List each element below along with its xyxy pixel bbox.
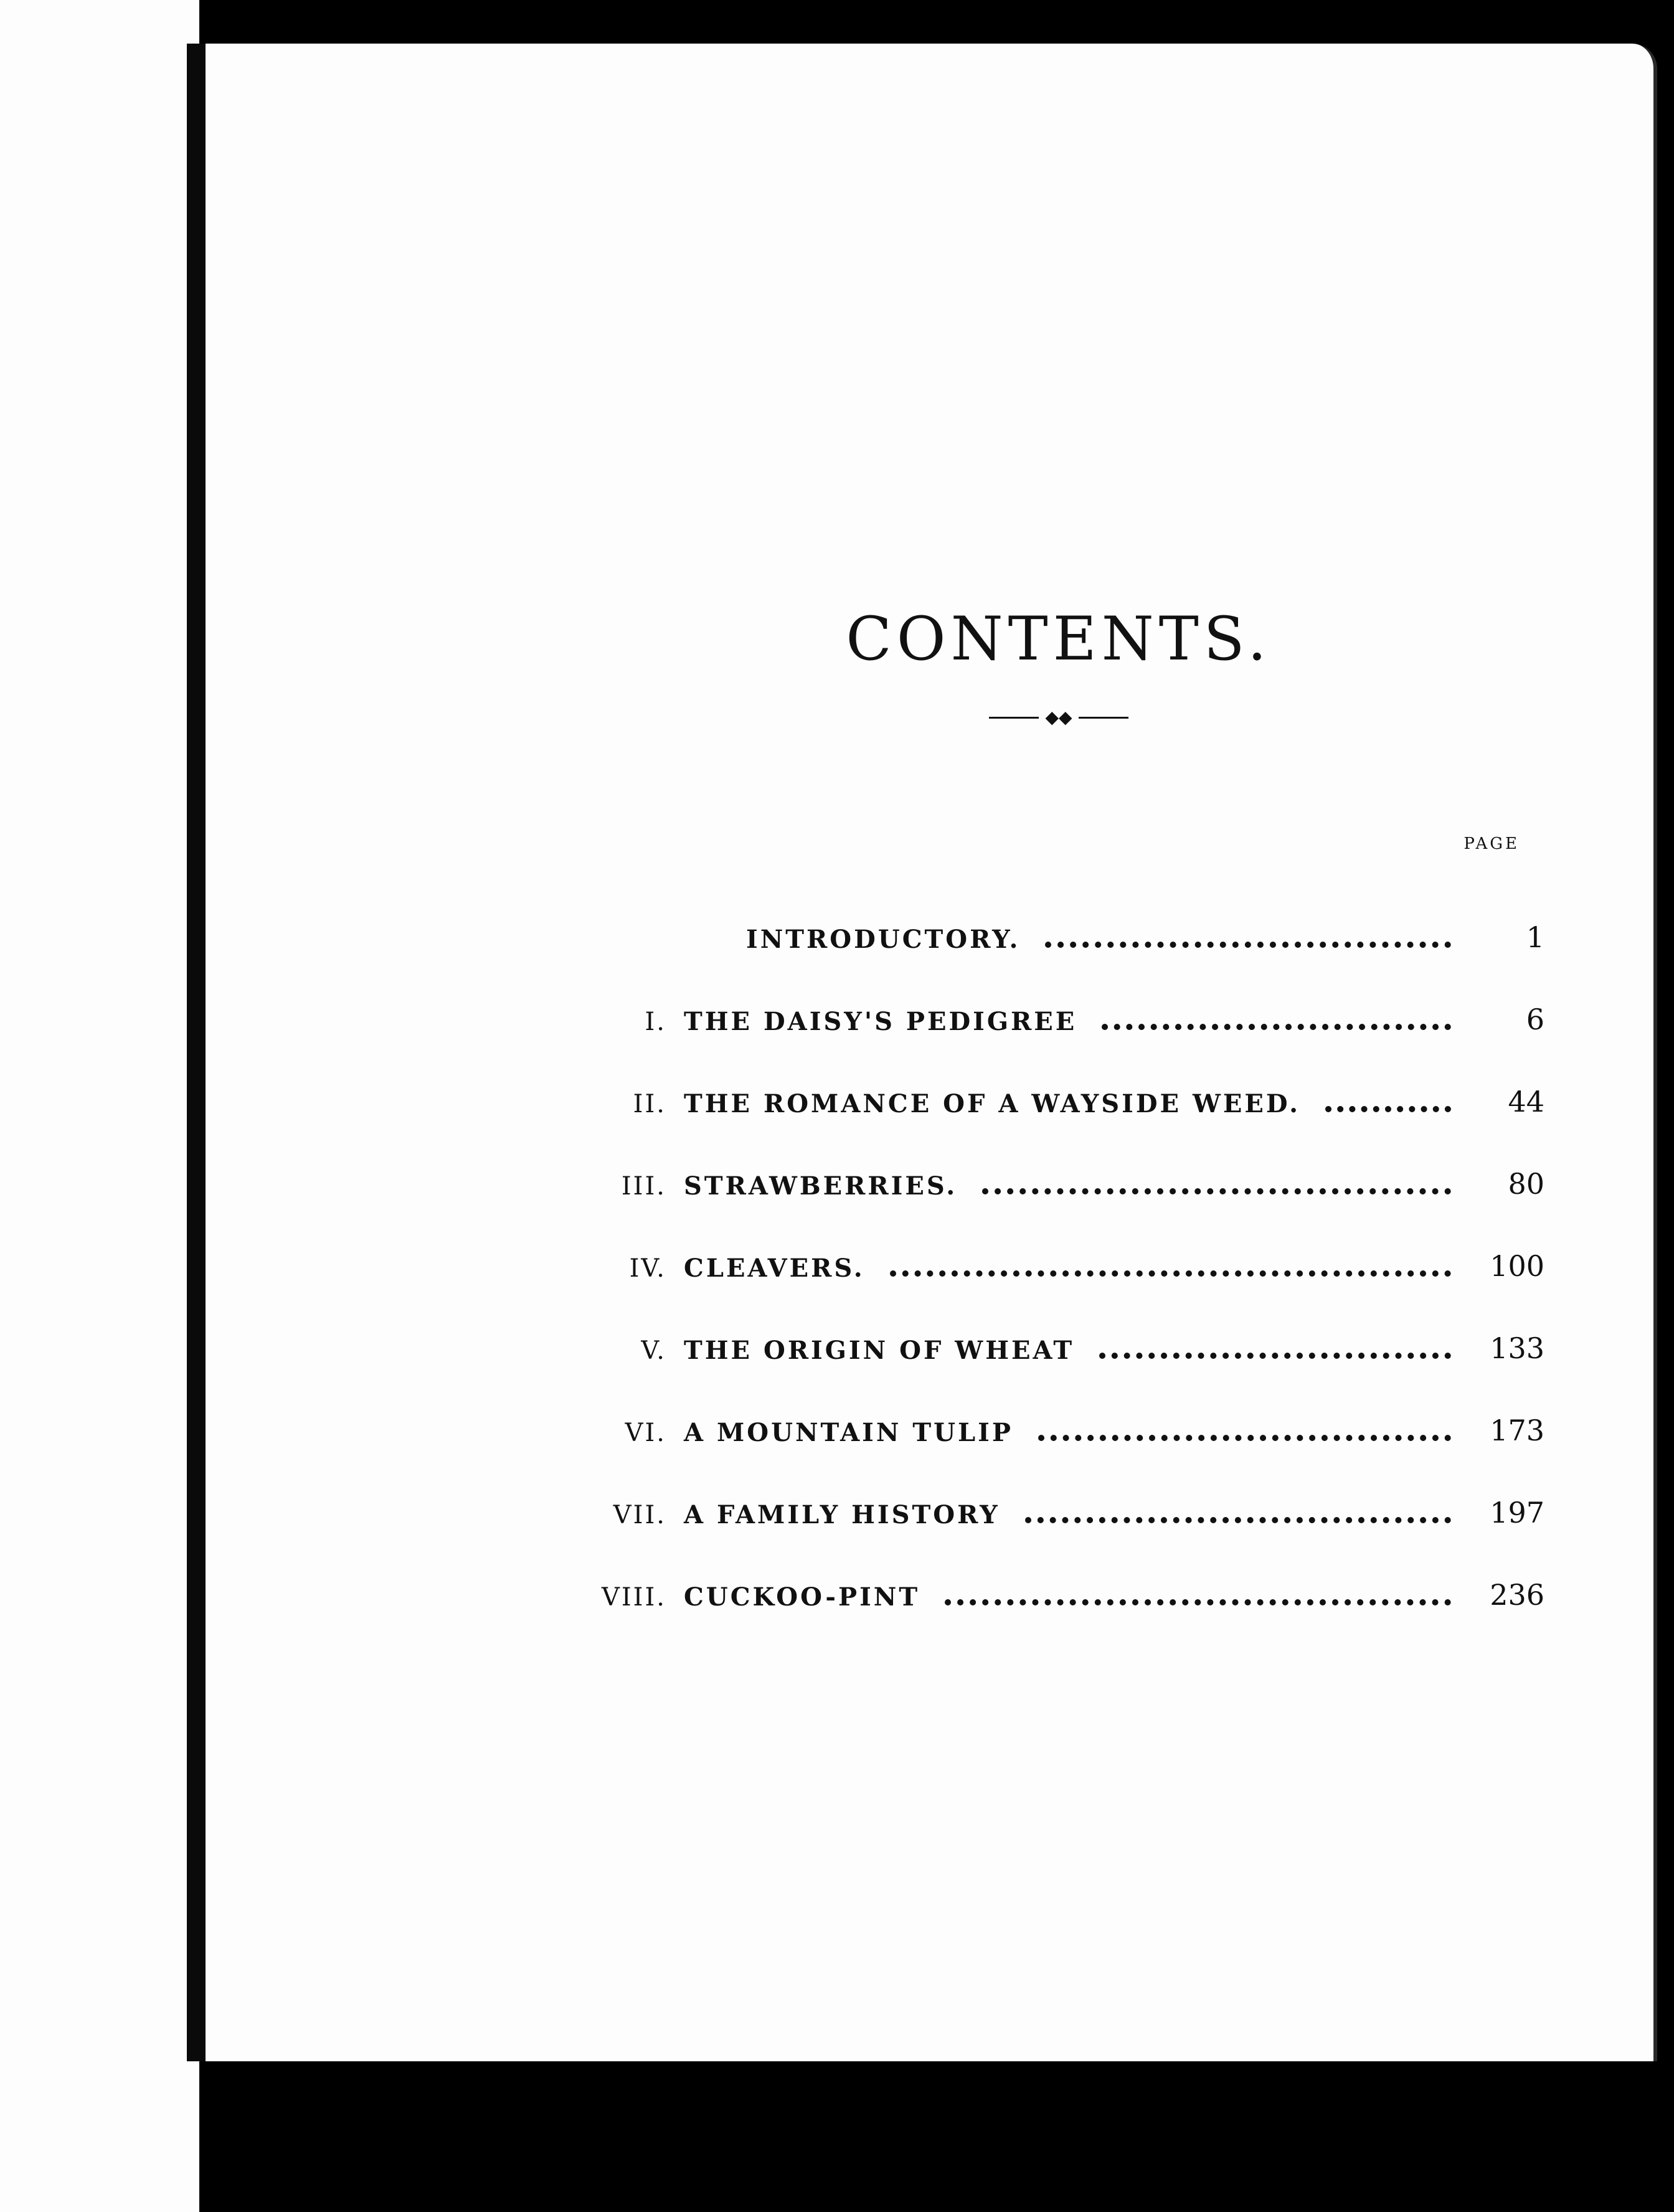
- entry-number: I.: [645, 1008, 666, 1036]
- dot-leader: [1325, 1106, 1451, 1112]
- entry-number: III.: [621, 1172, 666, 1201]
- title-ornament: [573, 707, 1544, 727]
- entry-page-number: 6: [1526, 1003, 1544, 1036]
- entry-page-number: 133: [1490, 1331, 1544, 1365]
- contents-entry-1[interactable]: [573, 954, 1544, 1036]
- contents-entry-8[interactable]: [573, 1529, 1544, 1612]
- facing-page: [0, 0, 199, 2212]
- book-spine: [187, 44, 206, 2061]
- entry-title: THE DAISY'S PEDIGREE: [684, 1007, 1077, 1036]
- entry-page-number: 100: [1490, 1249, 1544, 1283]
- page-title: CONTENTS.: [846, 604, 1272, 674]
- entry-number: VII.: [613, 1501, 666, 1529]
- dot-leader: [1099, 1353, 1451, 1359]
- dot-leader: [1102, 1024, 1451, 1030]
- dot-leader: [1038, 1435, 1451, 1441]
- entry-number: VIII.: [601, 1583, 666, 1612]
- entry-title: THE ORIGIN OF WHEAT: [684, 1336, 1075, 1365]
- entry-title: INTRODUCTORY.: [746, 925, 1021, 954]
- contents-entry-3[interactable]: [573, 1118, 1544, 1201]
- entry-page-number: 173: [1490, 1414, 1544, 1447]
- ornament-diamond-icon: ◆◆: [1045, 707, 1072, 727]
- entry-page-number: 80: [1508, 1167, 1544, 1201]
- contents-entry-2[interactable]: [573, 1036, 1544, 1118]
- contents-list: [573, 872, 1544, 1612]
- entry-page-number: 44: [1508, 1085, 1544, 1118]
- page-column-label: PAGE: [1464, 834, 1520, 853]
- entry-number: V.: [641, 1336, 666, 1365]
- entry-number: VI.: [625, 1419, 666, 1447]
- entry-title: A MOUNTAIN TULIP: [684, 1418, 1013, 1447]
- entry-title: THE ROMANCE OF A WAYSIDE WEED.: [684, 1089, 1301, 1118]
- entry-title: A FAMILY HISTORY: [684, 1500, 1000, 1529]
- entry-page-number: 197: [1490, 1496, 1544, 1529]
- dot-leader: [1025, 1517, 1451, 1523]
- ornament-line-right: [1079, 717, 1128, 719]
- table-of-contents: [573, 604, 1544, 1612]
- contents-entry-6[interactable]: [573, 1365, 1544, 1447]
- entry-title: CLEAVERS.: [684, 1254, 865, 1283]
- dot-leader: [1045, 942, 1451, 948]
- contents-entry-7[interactable]: [573, 1447, 1544, 1529]
- ornament-line-left: [989, 717, 1039, 719]
- contents-entry-5[interactable]: [573, 1283, 1544, 1365]
- entry-page-number: 1: [1526, 920, 1544, 954]
- dot-leader: [890, 1270, 1451, 1277]
- dot-leader: [982, 1188, 1451, 1194]
- entry-title: CUCKOO-PINT: [684, 1582, 920, 1612]
- entry-number: II.: [633, 1090, 666, 1118]
- contents-entry-introductory[interactable]: [573, 872, 1544, 954]
- entry-title: STRAWBERRIES.: [684, 1171, 958, 1201]
- contents-entry-4[interactable]: [573, 1201, 1544, 1283]
- contents-page: [206, 44, 1657, 2061]
- entry-page-number: 236: [1490, 1578, 1544, 1612]
- dot-leader: [945, 1599, 1451, 1605]
- entry-number: IV.: [629, 1254, 666, 1283]
